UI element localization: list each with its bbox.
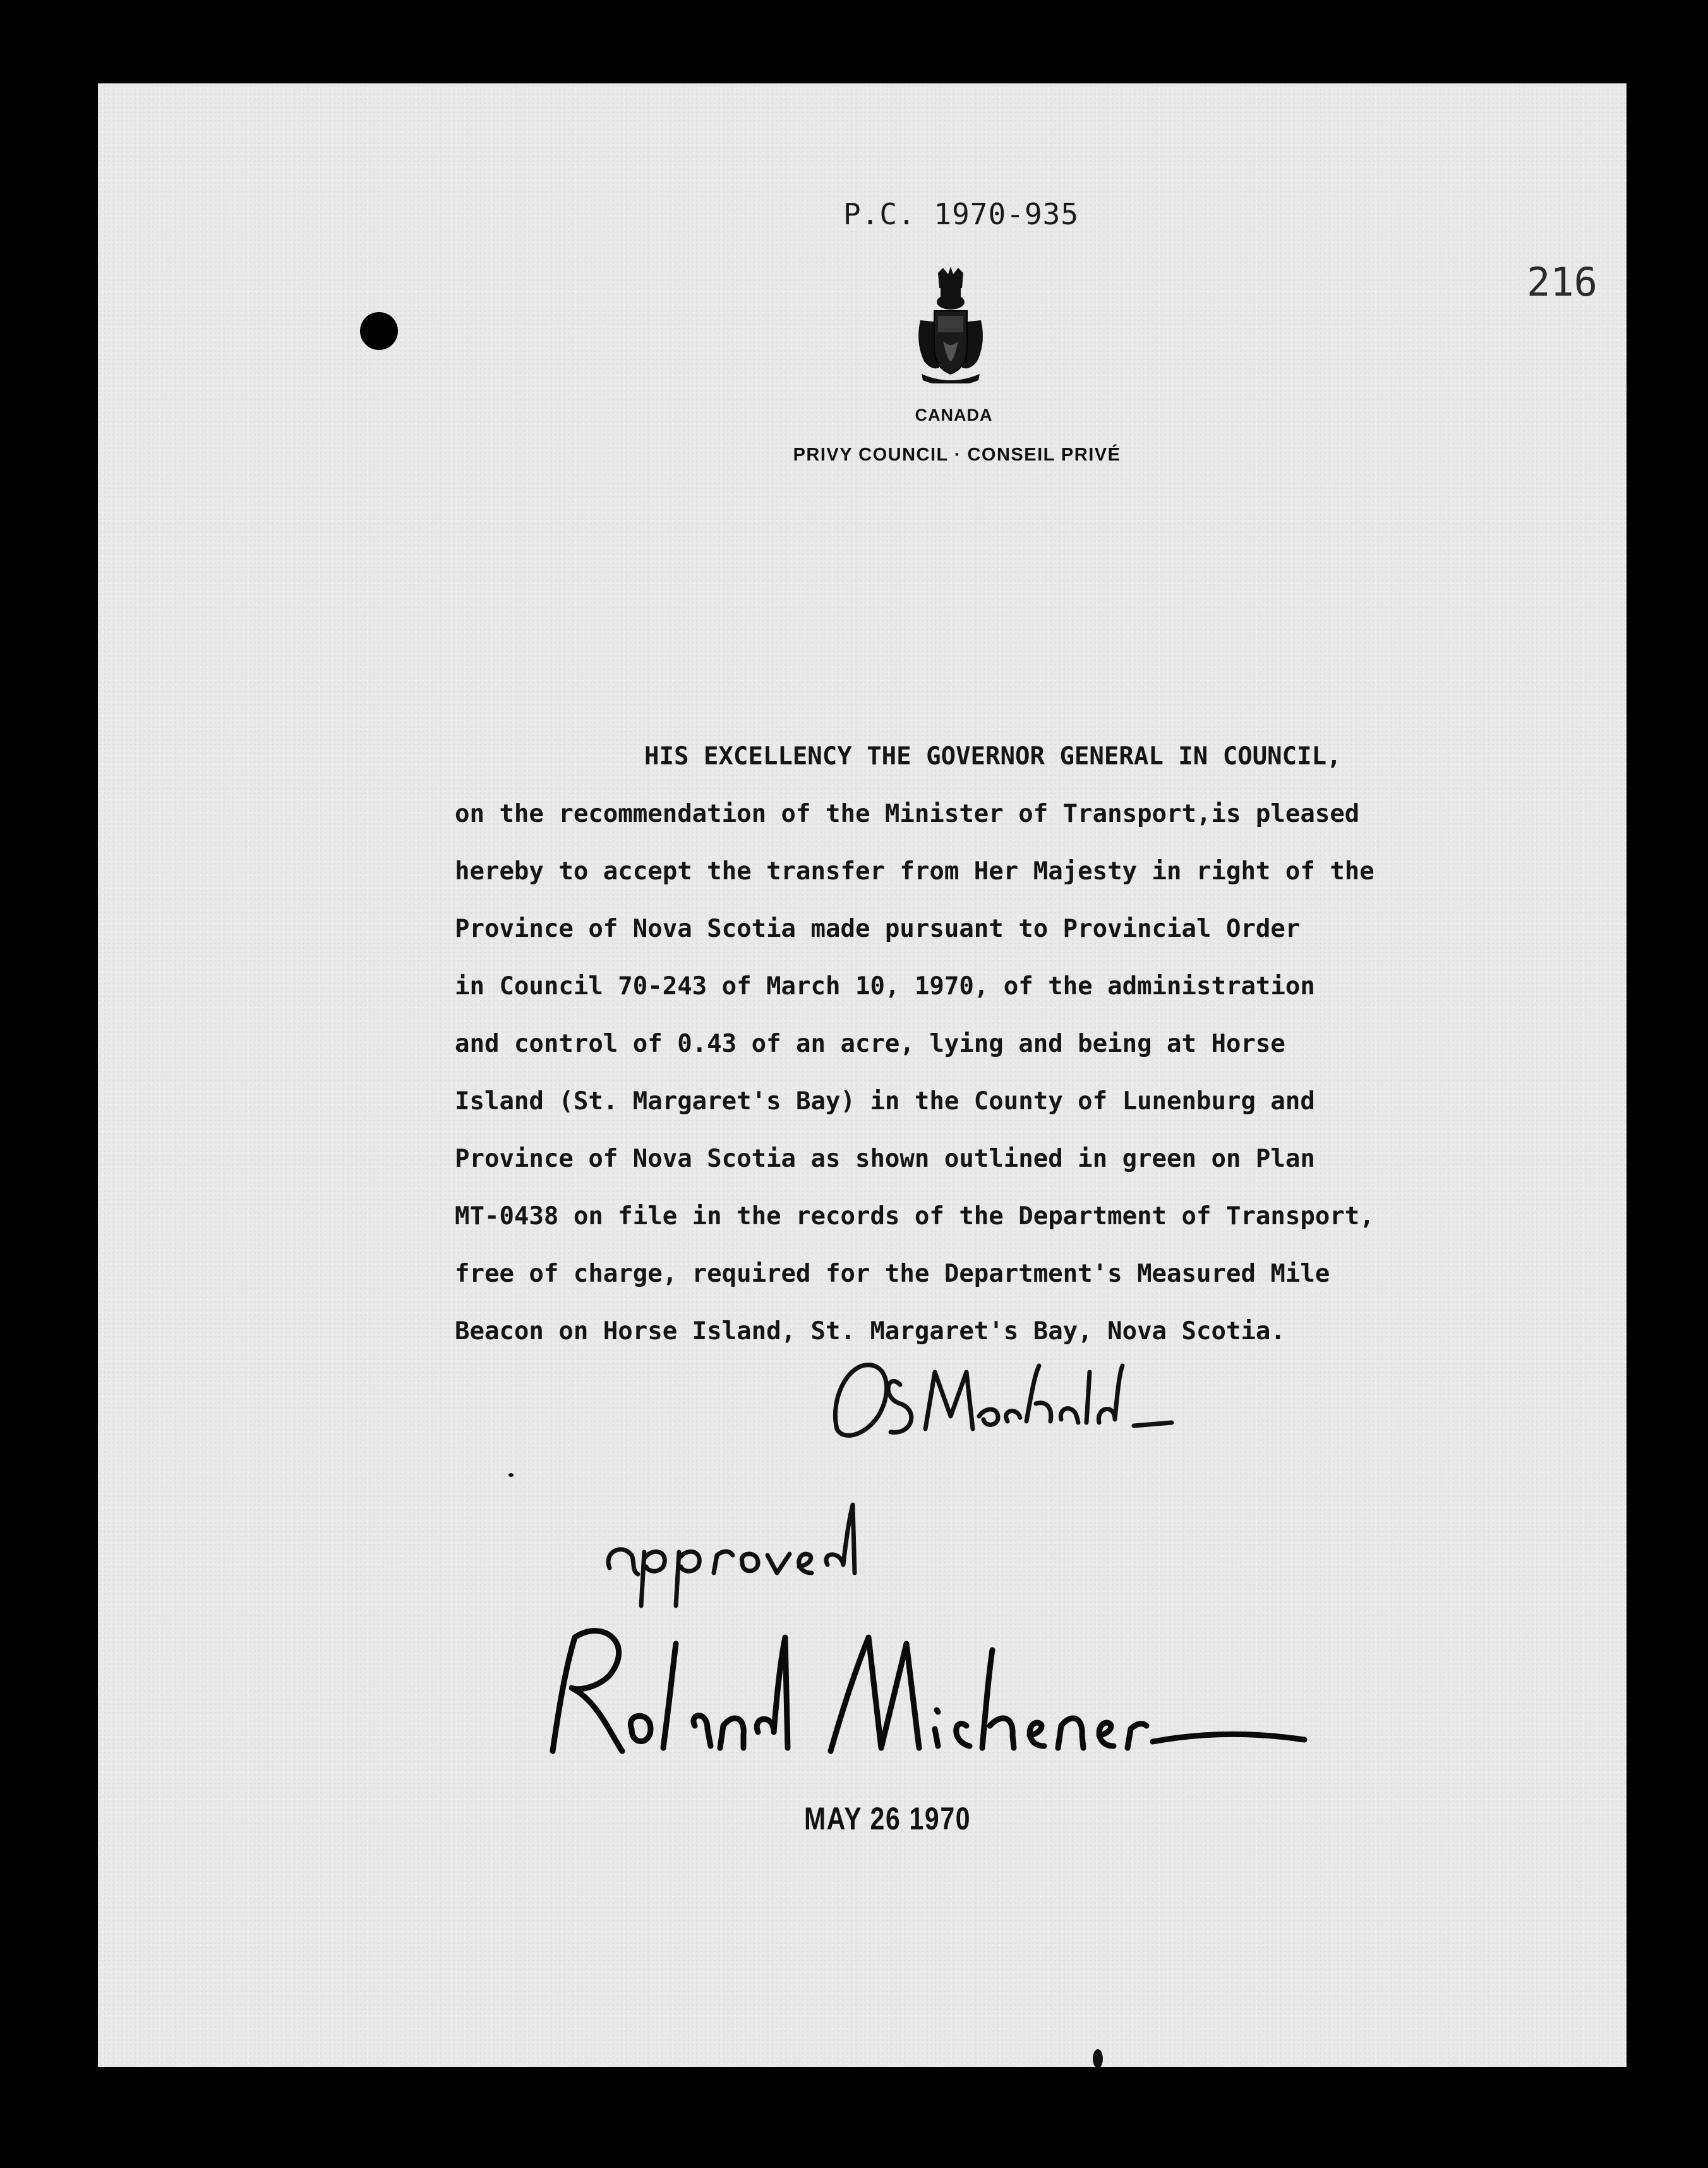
page-number: 216 [1527,259,1597,305]
punch-hole [360,312,398,350]
governor-signature [515,1599,1336,1802]
order-line: in Council 70-243 of March 10, 1970, of the administration [455,972,1315,1001]
order-line: on the recommendation of the Minister of Transport,is pleased [455,800,1360,828]
order-line: MT-0438 on file in the records of the Department of Transport, [455,1202,1374,1231]
country-label: CANADA [915,406,993,425]
order-body [455,728,1623,1360]
order-line: Island (St. Margaret's Bay) in the County of Lunenburg and [455,1087,1315,1116]
ink-speck [508,1473,514,1477]
ink-speck [1093,2049,1103,2068]
order-line: HIS EXCELLENCY THE GOVERNOR GENERAL IN COUNCIL, [644,742,1342,771]
order-line: Province of Nova Scotia made pursuant to Provincial Order [455,915,1301,943]
minister-signature [818,1347,1210,1460]
privy-council-label: PRIVY COUNCIL · CONSEIL PRIVÉ [793,445,1121,465]
approval-date-stamp: MAY 26 1970 [804,1801,971,1836]
order-line: Province of Nova Scotia as shown outlined in green on Plan [455,1145,1315,1173]
order-line: and control of 0.43 of an acre, lying and being at Horse [455,1030,1285,1058]
order-line: hereby to accept the transfer from Her Majesty in right of the [455,857,1374,886]
document-page [98,83,1627,2067]
canada-coat-of-arms-icon [913,267,989,383]
order-reference: P.C. 1970-935 [843,197,1080,231]
order-line: Beacon on Horse Island, St. Margaret's Bay, Nova Scotia. [455,1317,1285,1346]
order-line: free of charge, required for the Department's Measured Mile [455,1260,1330,1288]
